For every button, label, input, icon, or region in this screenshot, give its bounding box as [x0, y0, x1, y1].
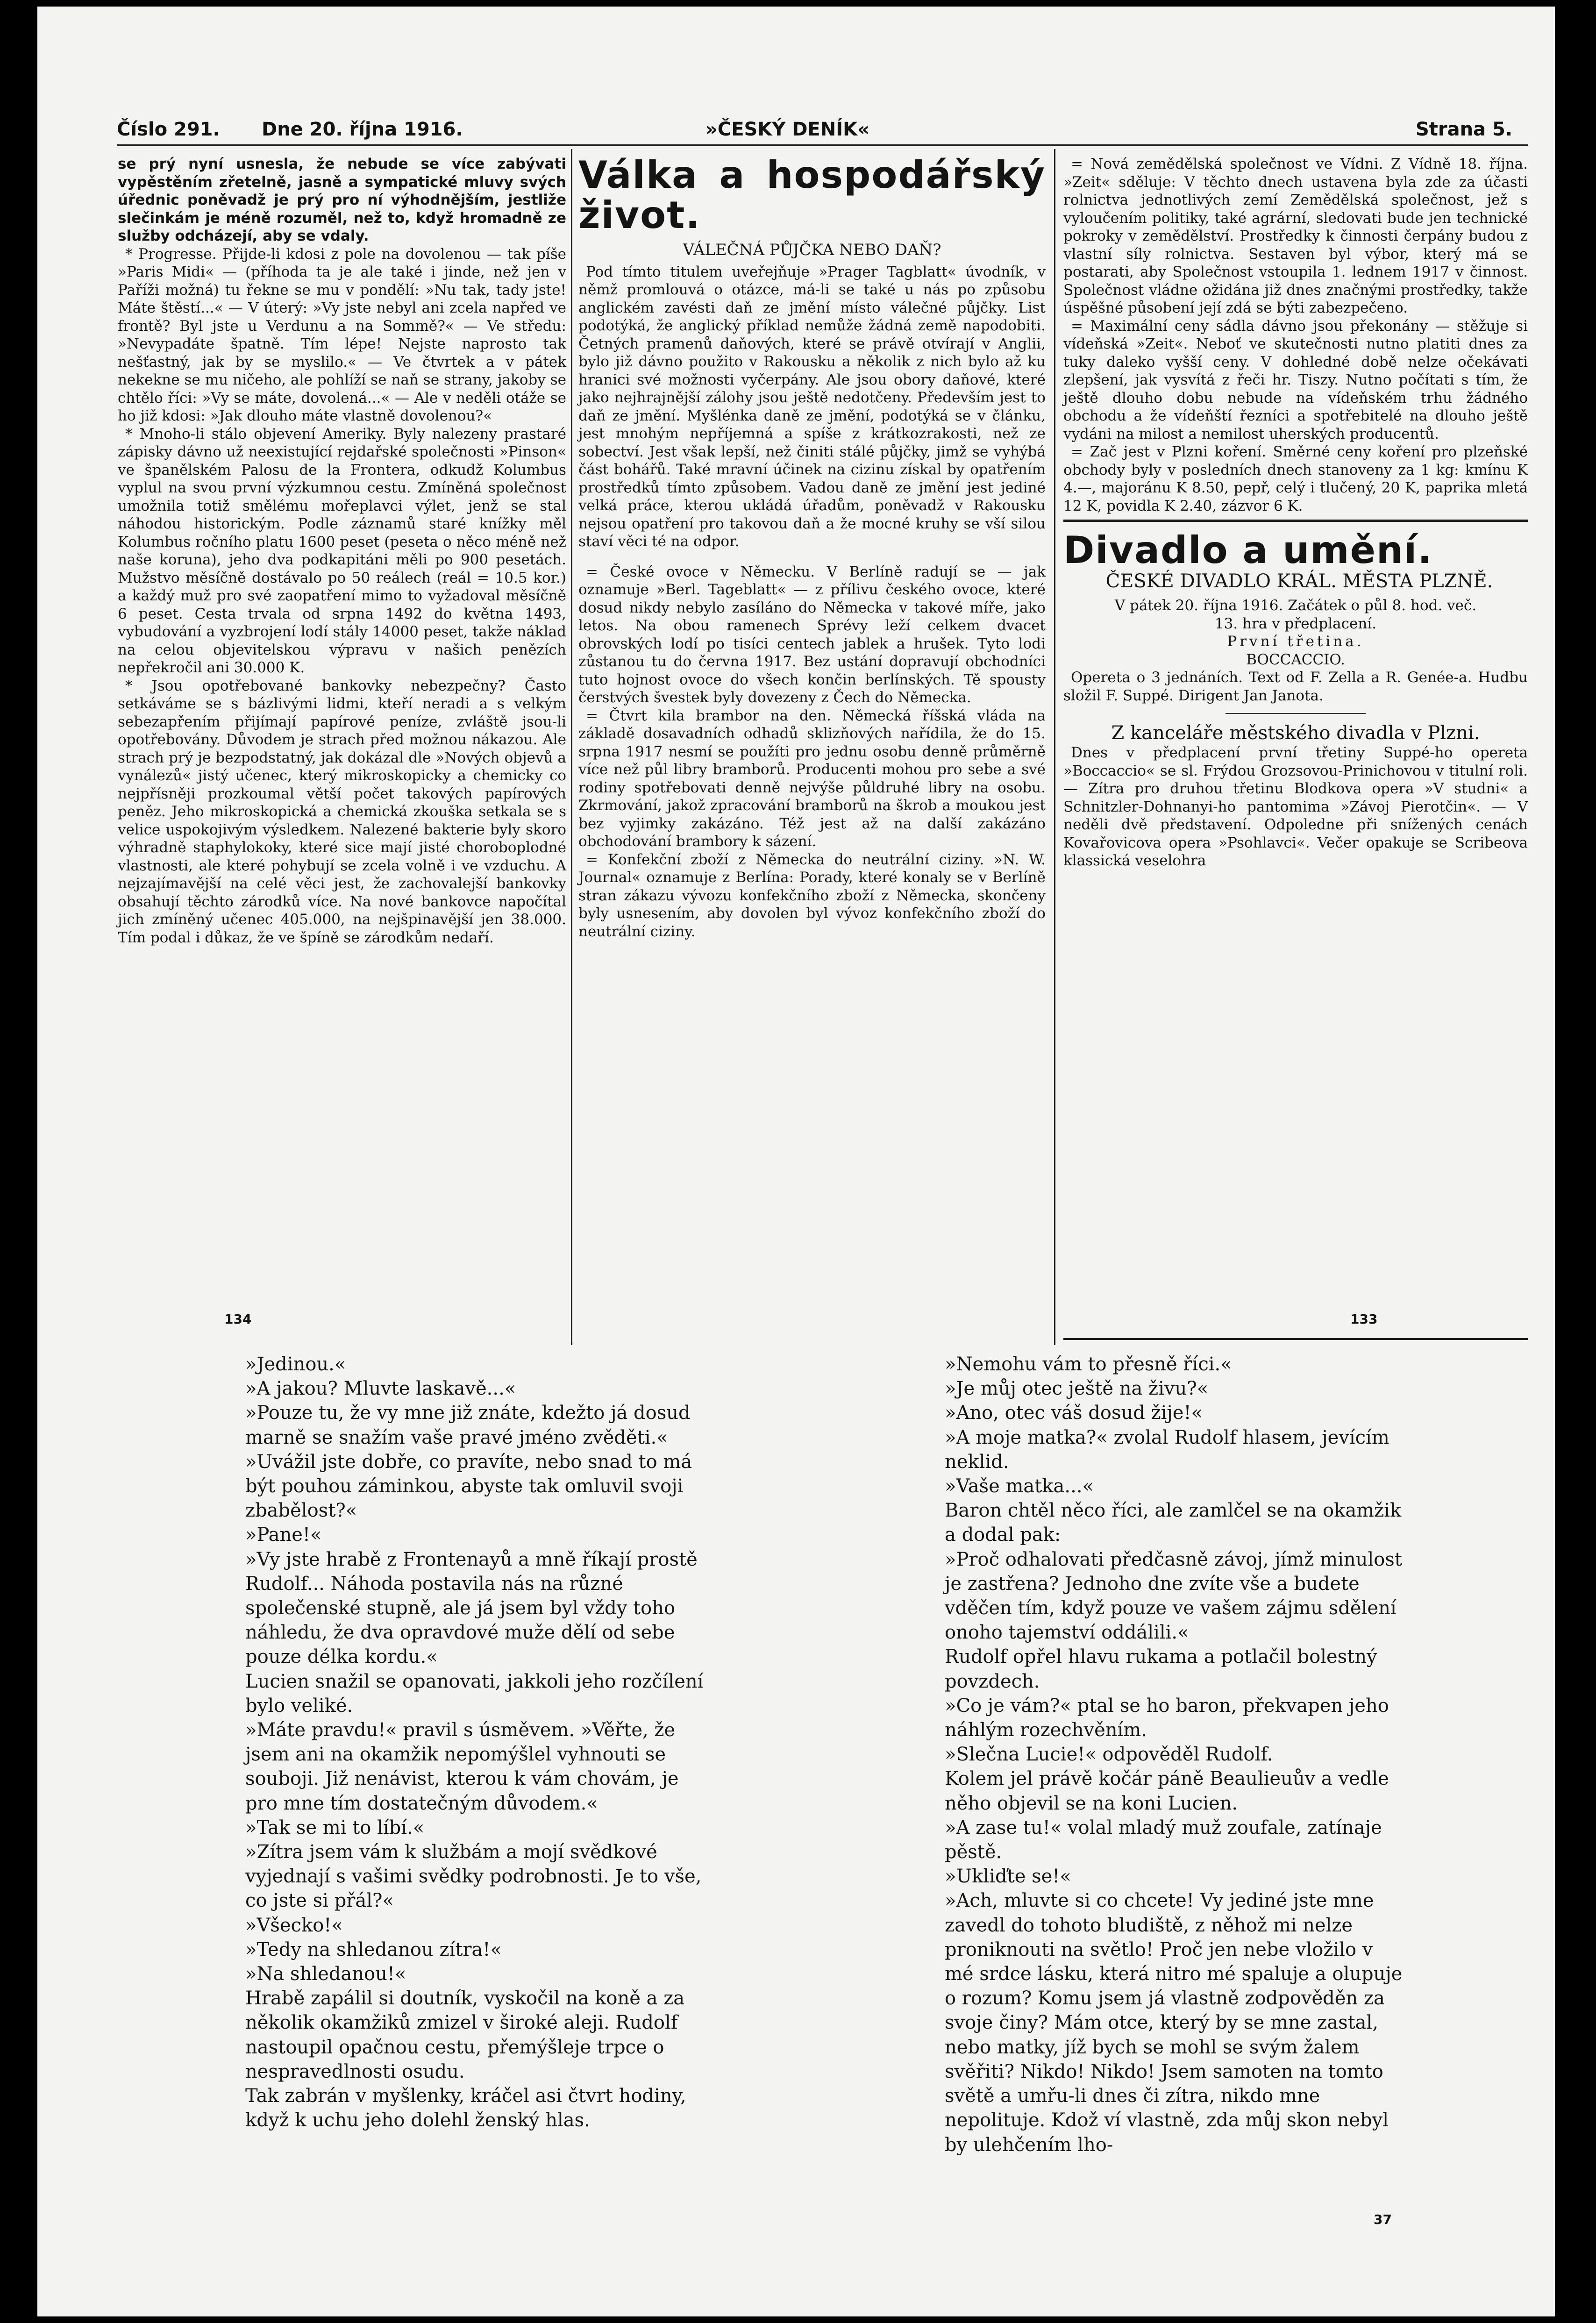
book-right-line: Kolem jel právě kočár páně Beaulieuův a vedle něho objevil se na koni Lucien. — [945, 1768, 1389, 1814]
scanned-page — [37, 7, 1555, 2316]
book-left-line: »Pouze tu, že vy mne již znáte, kdežto já dosud marně se snažím vaše pravé jméno zvěděti.« — [245, 1402, 691, 1448]
col1-para-4: * Jsou opotřebované bankovky nebezpečny? Často setkáváme se s bázlivými lidmi, kteří neradi a s velkým sebezapřením přijímají papírové peníze, zvláště jsou-li opotřebovány. Důvodem je strach před možnou nákazou. Ale strach prý je bezpodstatný, jak dokázal dle »Nových objevů a vynálezů« jistý učenec, který mikroskopicky a chemicky co nejpřísněji prozkoumal větší počet takových papírových peněz. Jeho mikroskopická a chemická zkouška setkala se s velice uspokojivým výsledkem. Nalezené bakterie byly skoro výhradně staphylokoky, které sice mají jisté choroboplodné vlastnosti, ale které pohybují se zcela volně i ve vzduchu. A nejzajímavější na celé věci jest, že zachovalejší bankovky obsahují těchto zárodků více. Na nové bankovce napočítal jich zmíněný učenec 405.000, na nejšpinavější jen 38.000. Tím podal i důkaz, že ve špíně se zárodkům nedaří. — [118, 677, 566, 946]
book-left-line: »Pane!« — [245, 1524, 322, 1546]
header-rule — [117, 144, 1528, 146]
book-right-page — [945, 1352, 1407, 2157]
book-left-line: »Jedinou.« — [245, 1354, 346, 1375]
book-right-line: »Nemohu vám to přesně říci.« — [945, 1354, 1232, 1375]
book-left-line: »A jakou? Mluvte laskavě...« — [245, 1378, 516, 1400]
perf-date: V pátek 20. října 1916. Začátek o půl 8. hod. več. — [1114, 597, 1477, 614]
col1-para-2: * Progresse. Přijde-li kdosi z pole na dovolenou — tak píše »Paris Midi« — (příhoda ta je ale také i jinde, než jen v Paříži možná) tu řekne se mu v pondělí: »Nu tak, tady jste! Máte štěstí...« — V úterý: »Vy jste nebyl ani zcela napřed ve frontě? Byl jste u Verdunu a na Sommě?« — Ve středu: »Nevypadáte špatně. Tím lépe! Nejste naprosto tak nešťastný, jak by se myslilo.« — Ve čtvrtek a v pátek nekekne se mu ničeho, ale pohlíží se naň se strany, jakoby se chtělo říci: »Vy se máte, dovolená...« — Ale v neděli otáže se ho již kdosi: »Jak dlouho máte vlastně dovolenou?« — [118, 245, 566, 424]
book-left-line: Tak zabrán v myšlenky, kráčel asi čtvrt hodiny, když k uchu jeho dolehl ženský hlas. — [245, 2085, 686, 2131]
divadlo-headline: Divadlo a umění. — [1063, 528, 1433, 572]
perf-description: Opereta o 3 jednáních. Text od F. Zella a R. Genée-a. Hudbu složil F. Suppé. Dirigent Jan Janota. — [1063, 669, 1528, 704]
book-left-line: »Uvážil jste dobře, co pravíte, nebo snad to má být pouhou záminkou, abyste tak omluvil svoji zbabělost?« — [245, 1451, 692, 1522]
col3-para-2: = Maximální ceny sádla dávno jsou překonány — stěžuje si vídeňská »Zeit«. Neboť ve skutečnosti nutno platiti dnes za tuky daleko vyšší ceny. V dohledné době nelze očekávati zlepšení, jak vysvítá z řeči hr. Tiszy. Nutno počítati s tím, že ještě dlouho dobu nebude na vídeňském trhu žádného obchodu a že vídeňští řezníci a spotřebitelé na dlouho ještě vydáni na milost a nemilost uherských producentů. — [1063, 317, 1528, 442]
book-right-line: Baron chtěl něco říci, ale zamlčel se na okamžik a dodal pak: — [945, 1500, 1402, 1546]
book-right-line: »A moje matka?« zvolal Rudolf hlasem, jevícím neklid. — [945, 1426, 1389, 1473]
book-right-line: »Ano, otec váš dosud žije!« — [945, 1402, 1203, 1424]
col2-para-1: Pod tímto titulem uveřejňuje »Prager Tagblatt« úvodník, v němž promlouvá o otázce, má-li se také u nás po způsobu anglickém zavésti daň ze jmění místo válečné půjčky. List podotýká, že anglický příklad nemůže žádná země napodobiti. Četných pramenů daňových, které se právě otvírají v Anglii, bylo již dávno použito v Rakousku a několik z nich bylo až ku hranici své možnosti vyčerpány. Ale jsou obory daňové, které jako nejhrajnější zálohy jsou ještě nedotčeny. Především jest to daň ze jmění. Myšlénka daně ze jmění, podotýká se v článku, jest mnohým nepříjemná a spíše z krátkozrakosti, než ze sobectví. Jest však lepší, než činiti stálé půjčky, jimž se vyhýbá část bohářů. Také mravní účinek na cizinu získal by opatřením prostředků tímto způsobem. Vadou daně ze jmění jest jediné velká práce, kterou ukládá úřadům, poněvadž v Rakousku nejsou opatření pro takovou daň a že mocné kruhy se vší silou staví věci té na odpor. — [578, 263, 1046, 550]
col3-para-3: = Zač jest v Plzni koření. Směrné ceny koření pro plzeňské obchody byly v posledních dnech stanoveny za 1 kg: kmínu K 4.—, majoránu K 8.50, pepř, celý i tlučený, 20 K, paprika mletá 12 K, povidla K 2.40, zázvor 6 K. — [1063, 443, 1528, 514]
issue-date: Dne 20. října 1916. — [262, 119, 463, 140]
col2-para-3: = Čtvrt kila brambor na den. Německá říšská vláda na základě dosavadních odhadů sklizňových nařídila, že do 15. srpna 1917 nesmí se použíti pro jednu osobu denně průměrně více než půl libry bramborů. Producenti mohou pro sebe a své rodiny spotřebovati denně nejvýše půldruhé libry na osobu. Zkrmování, jakož zpracování bramborů na škrob a moukou jest bez vyjimky zakázáno. Též jest až na další zakázáno obchodování brambory k sázení. — [578, 707, 1046, 850]
book-right-line: »Slečna Lucie!« odpověděl Rudolf. — [945, 1744, 1273, 1766]
theatre-name: ČESKÉ DIVADLO KRÁL. MĚSTA PLZNĚ. — [1105, 570, 1493, 592]
book-right-line: »Ach, mluvte si co chcete! Vy jediné jste mne zavedl do tohoto bludiště, z něhož mi nelze proniknouti na světlo! Proč jen nebe vložilo v mé srdce lásku, která nitro mé spaluje a olupuje o rozum? Komu jsem já vlastně zodpověděn za svoje činy? Mám otce, který by se mne zastal, nebo matky, jíž bych se mohl se svým žalem svěřiti? Nikdo! Nikdo! Jsem samoten na tomto světě a umřu-li dnes či zítra, nikdo mne nepolituje. Kdož ví vlastně, zda můj skon nebyl by ulehčením lho- — [945, 1890, 1403, 2156]
column-divider-1 — [571, 149, 572, 1345]
col3-para-1: = Nová zemědělská společnost ve Vídni. Z Vídně 18. října. »Zeit« sděluje: V těchto dnech ustavena byla zde za účasti rolnictva jednotlivých zemí Zemědělská společnost, jež s vyloučením politiky, také agrární, sledovati bude jen technické pokroky v zemědělství. Prostředky k činnosti čerpány budou z vlastní síly rolnictva. Sestaven byl výbor, který má se postarati, aby Společnost vstoupila 1. lednem 1917 v činnost. Společnost vládne ožidána již dnes značnými prostředky, takže úspěšné působení její zdá se býti zabezpečeno. — [1063, 156, 1528, 316]
book-right-line: »Ukliďte se!« — [945, 1866, 1071, 1888]
paper-title: »ČESKÝ DENÍK« — [705, 119, 869, 140]
economy-subhead: VÁLEČNÁ PŮJČKA NEBO DAŇ? — [683, 241, 941, 259]
book-right-line: »Vaše matka...« — [945, 1475, 1094, 1497]
book-left-line: »Tak se mi to líbí.« — [245, 1817, 425, 1838]
book-left-line: »Tedy na shledanou zítra!« — [245, 1938, 502, 1960]
kancelar-text: Dnes v předplacení první třetiny Suppé-ho opereta »Boccaccio« se sl. Frýdou Grozsovou-Prinichovou v titulní roli. — Zítra pro druhou třetinu Blodkova opera »V studni« a Schnitzler-Dohnanyi-ho pantomima »Závoj Pierotčin«. — V neděli dvě představení. Odpoledne při snížených cenách Kovařovicova opera »Psohlavci«. Večer opakuje se Scribeova klassická veselohra — [1063, 744, 1528, 869]
short-rule — [1226, 713, 1366, 714]
col2-para-4: = Konfekční zboží z Německa do neutrální ciziny. »N. W. Journal« oznamuje z Berlína: Porady, které konaly se v Berlíně stran zákazu vývozu konfekčního zboží z Německa, skončeny byly usnesením, aby dovolen byl vývoz konfekčního zboží do neutrální ciziny. — [578, 851, 1046, 940]
book-right-line: Rudolf opřel hlavu rukama a potlačil bolestný povzdech. — [945, 1646, 1377, 1692]
book-left-line: Lucien snažil se opanovati, jakkoli jeho rozčílení bylo veliké. — [245, 1670, 704, 1717]
column-1 — [118, 155, 566, 947]
book-left-page — [245, 1352, 708, 2133]
book-left-line: »Na shledanou!« — [245, 1963, 406, 1985]
economy-headline: Válka a hospodářský život. — [578, 153, 1046, 237]
book-right-line: »Co je vám?« ptal se ho baron, překvapen jeho náhlým rozechvěním. — [945, 1695, 1389, 1741]
book-page-number-right: 133 — [1350, 1311, 1378, 1327]
book-right-line: »Je můj otec ještě na živu?« — [945, 1378, 1209, 1400]
col2-para-2: = České ovoce v Německu. V Berlíně radují se — jak oznamuje »Berl. Tageblatt« — z přílivu českého ovoce, které dosud nikdy nebylo zasíláno do Německa v takové míře, jako letos. Na obou ramenech Sprévy leží celkem dvacet obrovských lodí po tisíci centech jablek a hrušek. Tyto lodi zůstanou tu do června 1917. Bez ustání dopravují obchodníci tuto hojnost ovoce do všech končin berlínských. Tě spousty čerstvých švestek byly dovezeny z Čech do Německa. — [578, 563, 1046, 706]
column-3 — [1063, 155, 1528, 870]
column-2 — [578, 155, 1046, 941]
book-left-line: Hrabě zapálil si doutník, vyskočil na koně a za několik okamžiků zmizel v široké aleji. Rudolf nastoupil opačnou cestu, přemýšleje trpce o nespravedlnosti osudu. — [245, 1988, 685, 2082]
issue-number: Číslo 291. — [117, 119, 220, 140]
bottom-rule — [1063, 1338, 1528, 1340]
book-footer-number: 37 — [1374, 2212, 1392, 2227]
book-left-line: »Zítra jsem vám k službám a mojí svědkové vyjednají s vašimi svědky podrobnosti. Je to vše, co jste si přál?« — [245, 1841, 702, 1912]
book-left-line: »Všecko!« — [245, 1914, 343, 1936]
col1-para-3: * Mnoho-li stálo objevení Ameriky. Byly nalezeny prastaré zápisky dávno už neexistující rejdařské společnosti »Pinson« ve španělském Palosu de la Frontera, odkudž Kolumbus vyplul na svou první výzkumnou cestu. Zmíněná společnost umožnila totiž smělému mořeplavci výlet, jenž se stal náhodou historickým. Podle záznamů staré knížky měl Kolumbus ročního platu 1600 peset (peseta o něco méně než naše koruna), jeho dva podkapitáni měli po 900 pesetách. Mužstvo měsíčně dostávalo po 50 reálech (reál = 10.5 kor.) a každý muž pro své zaopatření mimo to vyžadoval měsíčně 6 peset. Cesta trvala od srpna 1492 do května 1493, vybudování a vyzbrojení lodí stály 14000 peset, takže náklad na celou objevitelskou výpravu v našich penězích nepřekročil ani 30.000 K. — [118, 425, 566, 676]
col1-para-1: se prý nyní usnesla, že nebude se více zabývati vypěstěním zřetelně, jasně a sympatické mluvy svých úřednic poněvadž je prý pro ní výhodnějším, jestliže slečinkám je méně rozuměl, než to, když hromadně ze služby odcházejí, aby se vdaly. — [118, 156, 566, 244]
perf-third: První třetina. — [1227, 633, 1364, 650]
book-page-number-left: 134 — [224, 1311, 252, 1327]
perf-title: BOCCACCIO. — [1246, 651, 1345, 668]
book-right-line: »Proč odhalovati předčasně závoj, jímž minulost je zastřena? Jednoho dne zvíte vše a budete vděčen tím, když pouze ve vašem zájmu sdělení onoho tajemství oddálili.« — [945, 1548, 1402, 1644]
book-right-line: »A zase tu!« volal mladý muž zoufale, zatínaje pěstě. — [945, 1817, 1382, 1863]
page-label: Strana 5. — [1416, 119, 1513, 140]
book-left-line: »Máte pravdu!« pravil s úsměvem. »Věřte, že jsem ani na okamžik nepomýšlel vyhnouti se souboji. Již nenávist, kterou k vám chovám, je pro mne tím dostatečným důvodem.« — [245, 1719, 679, 1814]
kancelar-title: Z kanceláře městského divadla v Plzni. — [1111, 722, 1480, 744]
column-divider-2 — [1054, 149, 1055, 1345]
section-rule — [1063, 520, 1528, 522]
book-left-line: »Vy jste hrabě z Frontenayů a mně říkají prostě Rudolf... Náhoda postavila nás na různé společenské stupně, ale já jsem byl vždy toho náhledu, že dva opravdové muže dělí od sebe pouze délka kordu.« — [245, 1548, 698, 1668]
perf-number: 13. hra v předplacení. — [1214, 615, 1377, 632]
